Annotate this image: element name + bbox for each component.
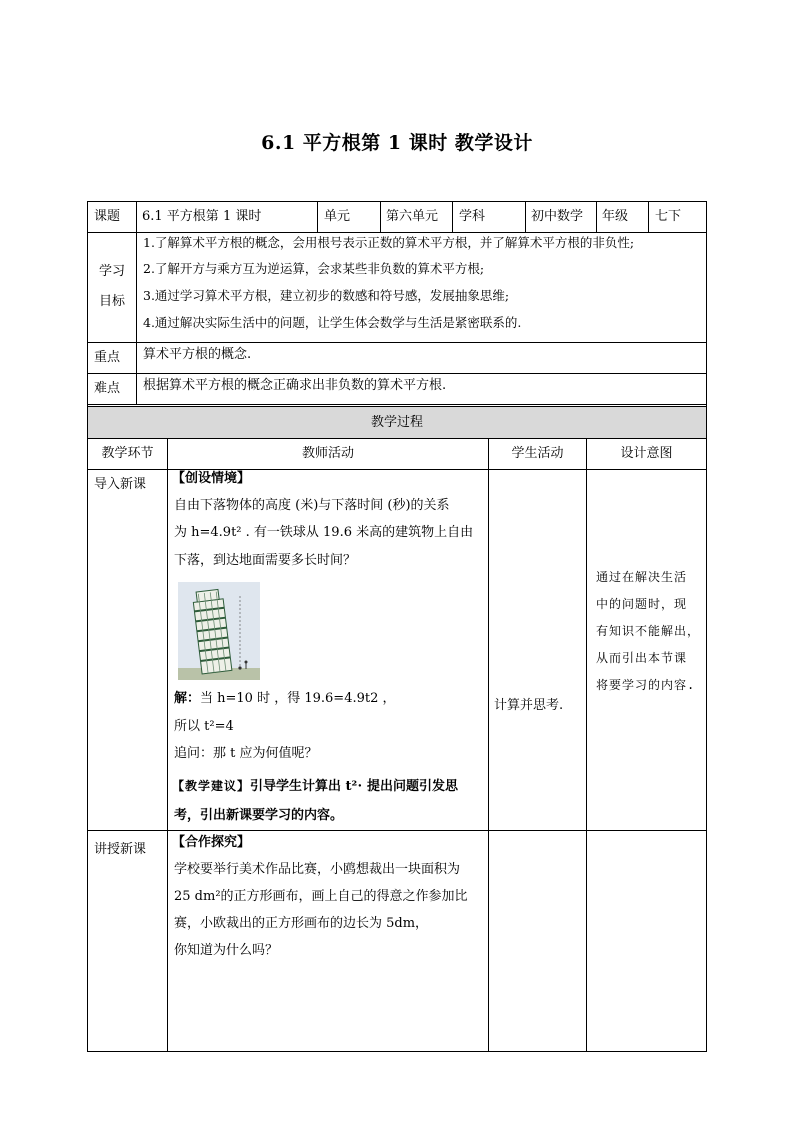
difficulty-label: 难点 — [94, 381, 121, 396]
table-border — [525, 201, 526, 233]
difficulty-value: 根据算术平方根的概念正确求出非负数的算术平方根. — [143, 378, 447, 393]
unit-label: 单元 — [324, 209, 351, 224]
objective-item: 2.了解开方与乘方互为逆运算，会求某些非负数的算术平方根; — [143, 261, 485, 276]
column-header-teacher: 教师活动 — [301, 446, 354, 461]
intent-line: 有知识不能解出， — [596, 624, 701, 638]
section1-line: 自由下落物体的高度 (米)与下落时间 (秒)的关系 — [174, 498, 450, 513]
column-header-stage: 教学环节 — [101, 446, 154, 461]
table-border — [87, 406, 707, 407]
table-border — [136, 201, 137, 233]
section2-heading: 【合作探究】 — [172, 835, 251, 850]
process-header: 教学过程 — [370, 415, 423, 430]
table-border — [136, 232, 137, 405]
table-border — [452, 201, 453, 233]
stage-intro: 导入新课 — [94, 477, 147, 492]
stage-teaching: 讲授新课 — [94, 842, 147, 857]
section1-line: 下落，到达地面需要多长时间？ — [174, 553, 357, 568]
solution-label: 解： — [174, 691, 201, 706]
key-point-value: 算术平方根的概念. — [143, 347, 252, 362]
table-border — [706, 201, 707, 1052]
student-activity: 计算并思考. — [494, 698, 564, 713]
advice-line-1 — [172, 776, 458, 797]
section2-line: 25 dm²的正方形画布，画上自己的得意之作参加比 — [174, 889, 468, 904]
subject-value: 初中数学 — [531, 209, 584, 224]
topic-label: 课题 — [94, 209, 121, 224]
key-point-label: 重点 — [94, 350, 121, 365]
table-border — [317, 201, 318, 233]
table-border — [586, 438, 587, 1052]
objectives-label-line2: 目标 — [98, 294, 125, 309]
solution-line — [174, 689, 396, 709]
intent-line: 从而引出本节课 — [596, 651, 688, 665]
objective-item: 3.通过学习算术平方根，建立初步的数感和符号感，发展抽象思维; — [143, 288, 510, 303]
section2-line: 你知道为什么吗？ — [174, 943, 279, 958]
table-border — [87, 201, 707, 202]
table-border — [87, 201, 88, 1052]
section1-line: 为 h=4.9t² . 有一铁球从 19.6 米高的建筑物上自由 — [174, 525, 474, 540]
advice-line-2: 考，引出新课要学习的内容。 — [174, 808, 344, 823]
table-border — [87, 373, 707, 374]
table-border — [167, 438, 168, 1052]
column-header-student: 学生活动 — [511, 446, 564, 461]
table-border — [87, 438, 707, 439]
table-border — [87, 830, 707, 831]
intent-line: 通过在解决生活 — [596, 570, 688, 584]
advice-text: 引导学生计算出 t²⋅ 提出问题引发思 — [250, 779, 458, 794]
column-header-intent: 设计意图 — [620, 446, 673, 461]
grade-label: 年级 — [602, 209, 629, 224]
objective-item: 1.了解算术平方根的概念，会用根号表示正数的算术平方根，并了解算术平方根的非负性; — [143, 235, 635, 250]
objective-item: 4.通过解决实际生活中的问题，让学生体会数学与生活是紧密联系的. — [143, 315, 522, 330]
grade-value: 七下 — [655, 209, 682, 224]
followup-line: 追问：那 t 应为何值呢？ — [174, 746, 318, 761]
leaning-tower-image — [178, 582, 260, 680]
intent-line: 将要学习的内容. — [596, 678, 696, 692]
table-border — [488, 438, 489, 1052]
section2-line: 赛，小欧裁出的正方形画布的边长为 5dm， — [174, 916, 429, 931]
table-border — [596, 201, 597, 233]
table-border — [87, 342, 707, 343]
section1-heading: 【创设情境】 — [172, 471, 251, 486]
table-border — [648, 201, 649, 233]
unit-value: 第六单元 — [386, 209, 439, 224]
table-border — [87, 1051, 707, 1052]
intent-line: 中的问题时，现 — [596, 597, 688, 611]
table-border — [380, 201, 381, 233]
table-border — [87, 404, 707, 405]
so-line: 所以 t²=4 — [174, 719, 234, 734]
page-title: 6.1 平方根第 1 课时 教学设计 — [261, 132, 533, 154]
solution-text: 当 h=10 时 ，得 19.6=4.9t2 ， — [200, 691, 396, 706]
section2-line: 学校要举行美术作品比赛，小鸥想裁出一块面积为 — [174, 862, 461, 877]
topic-value: 6.1 平方根第 1 课时 — [142, 209, 262, 224]
subject-label: 学科 — [459, 209, 486, 224]
advice-label: 【教学建议】 — [172, 779, 251, 793]
objectives-label-line1: 学习 — [98, 264, 125, 279]
